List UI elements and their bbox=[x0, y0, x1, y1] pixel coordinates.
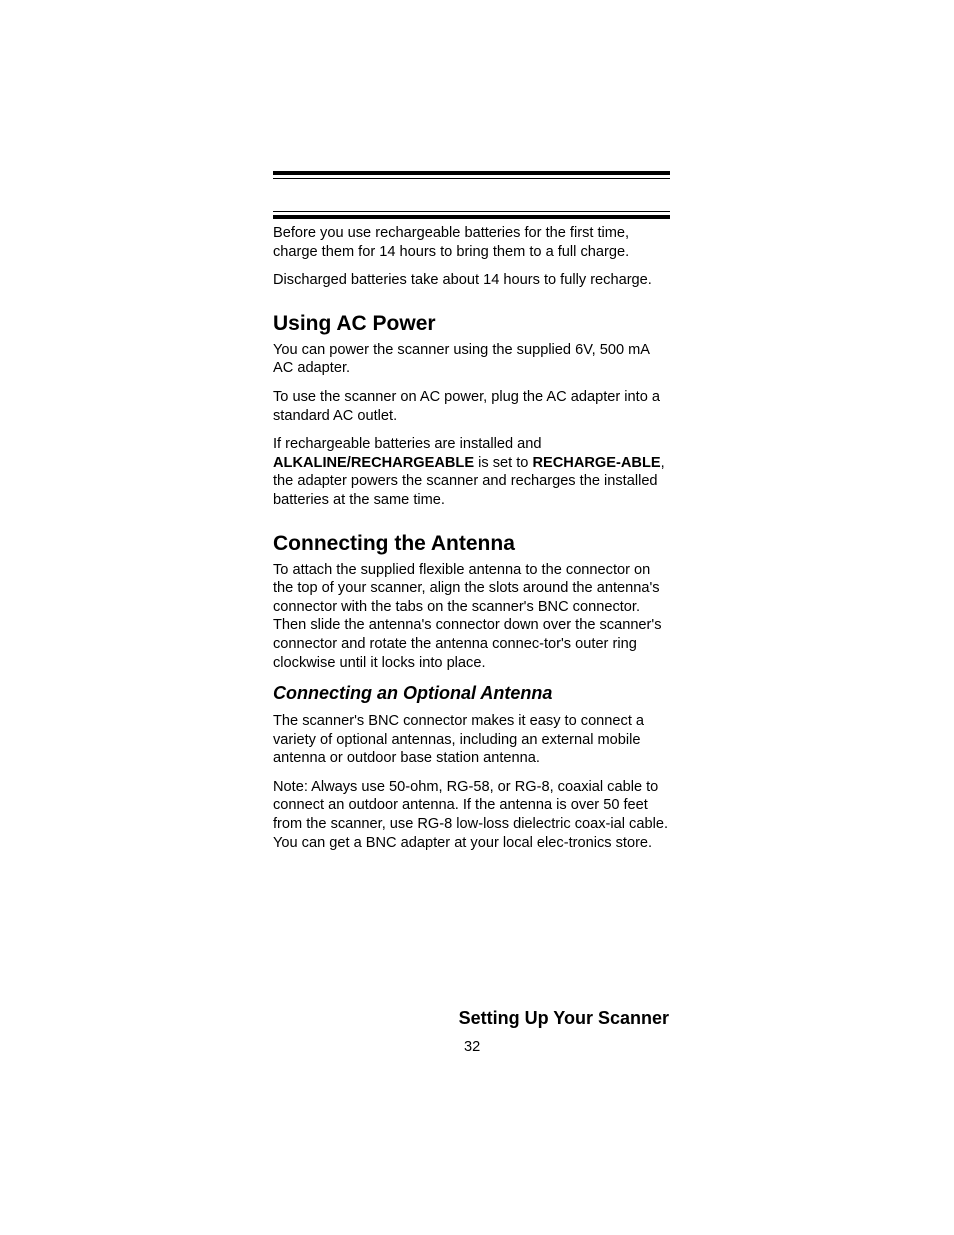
footer-section-title: Setting Up Your Scanner bbox=[458, 1008, 669, 1028]
page-column bbox=[273, 171, 670, 862]
ac-power-p3-start: If rechargeable batteries are installed and bbox=[273, 436, 542, 453]
page-number: 32 bbox=[464, 1039, 481, 1055]
intro-paragraph-2: Discharged batteries take about 14 hours to fully recharge. bbox=[273, 272, 652, 289]
section-rule-thick bbox=[273, 215, 670, 219]
antenna-heading: Connecting the Antenna bbox=[273, 531, 515, 555]
optional-antenna-paragraph-1: The scanner's BNC connector makes it easy to connect a variety of optional antennas, including an external mobile antenna or outdoor base station antenna. bbox=[273, 713, 645, 767]
ac-power-p3-end: , the adapter powers the scanner and recharges the installed batteries at the same time. bbox=[273, 454, 665, 508]
optional-antenna-heading: Connecting an Optional Antenna bbox=[273, 683, 553, 704]
ac-power-paragraph-3 bbox=[273, 435, 670, 509]
alkaline-rechargeable-label: ALKALINE/RECHARGEABLE bbox=[273, 454, 475, 471]
ac-power-p3-mid: is set to bbox=[474, 454, 533, 471]
header-rule-thin bbox=[273, 178, 670, 179]
page-content bbox=[273, 224, 670, 852]
header-rule-thick bbox=[273, 171, 670, 175]
rechargeable-setting-label: RECHARGE-ABLE bbox=[532, 454, 661, 471]
ac-power-paragraph-1: You can power the scanner using the supplied 6V, 500 mA AC adapter. bbox=[273, 341, 650, 377]
optional-antenna-paragraph-2: Note: Always use 50-ohm, RG-58, or RG-8, coaxial cable to connect an outdoor antenna. If the antenna is over 50 feet from the scanner, use RG-8 low-loss dielectric coax-ial cable. You can get a BNC adapter at your local elec-tronics store. bbox=[273, 778, 668, 851]
antenna-paragraph-1: To attach the supplied flexible antenna to the connector on the top of your scanner, align the slots around the antenna's connector with the tabs on the scanner's BNC connector. Then slide the antenna's connector down over the scanner's connector and rotate the antenna connec-tor's outer ring clockwise until it locks into place. bbox=[273, 561, 662, 671]
section-rule-thin bbox=[273, 211, 670, 212]
ac-power-paragraph-2: To use the scanner on AC power, plug the AC adapter into a standard AC outlet. bbox=[273, 388, 660, 424]
ac-power-heading: Using AC Power bbox=[273, 311, 436, 335]
intro-paragraph-1: Before you use rechargeable batteries for the first time, charge them for 14 hours to bring them to a full charge. bbox=[273, 225, 630, 260]
